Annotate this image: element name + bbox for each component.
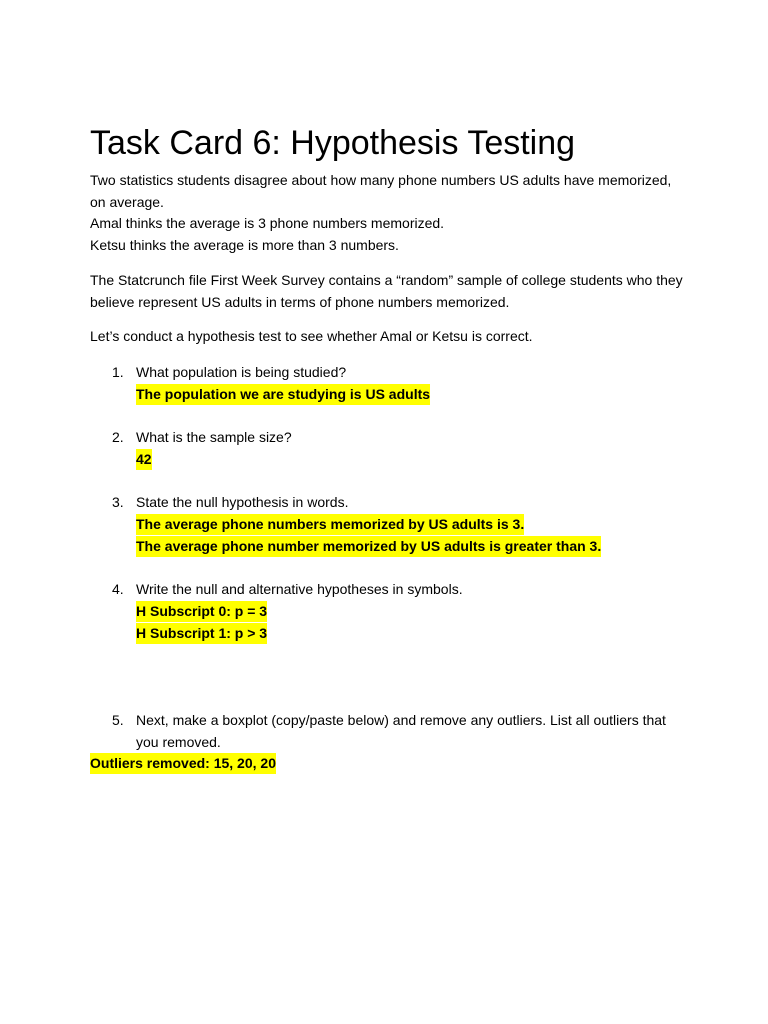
question-text: State the null hypothesis in words. [136, 494, 349, 510]
question-2 [112, 426, 682, 470]
answer-highlight: The population we are studying is US adults [136, 384, 430, 405]
statcrunch-line: believe represent US adults in terms of phone numbers memorized. [90, 293, 510, 310]
question-5 [112, 709, 682, 753]
question-1 [112, 361, 682, 405]
intro-paragraph [90, 170, 690, 256]
outliers-removed [90, 753, 276, 774]
conduct-paragraph: Let’s conduct a hypothesis test to see whether Amal or Ketsu is correct. [90, 328, 533, 344]
intro-line: Two statistics students disagree about how many phone numbers US adults have memorized, [90, 172, 672, 188]
question-number: 2. [112, 429, 124, 445]
question-text: What is the sample size? [136, 429, 292, 445]
answer-highlight: H Subscript 0: p = 3 [136, 601, 267, 622]
intro-line: Amal thinks the average is 3 phone numbers memorized. [90, 215, 445, 231]
answer-highlight: The average phone number memorized by US adults is greater than 3. [136, 536, 601, 557]
statcrunch-line: The Statcrunch file First Week Survey contains a “random” sample of college students who they [90, 272, 683, 288]
answer-highlight: 42 [136, 449, 152, 470]
question-3 [112, 491, 682, 557]
question-4 [112, 578, 682, 644]
question-number: 1. [112, 364, 124, 380]
intro-line: Ketsu thinks the average is more than 3 numbers. [90, 236, 399, 253]
intro-line: on average. [90, 193, 164, 210]
answer-highlight: Outliers removed: 15, 20, 20 [90, 753, 276, 774]
page-title: Task Card 6: Hypothesis Testing [90, 124, 576, 162]
question-number: 4. [112, 581, 124, 597]
answer-highlight: The average phone numbers memorized by US adults is 3. [136, 514, 524, 535]
question-text: Next, make a boxplot (copy/paste below) and remove any outliers. List all outliers that [136, 712, 666, 728]
question-text: Write the null and alternative hypotheses in symbols. [136, 581, 463, 597]
statcrunch-paragraph [90, 270, 690, 313]
answer-highlight: H Subscript 1: p > 3 [136, 623, 267, 644]
question-text: What population is being studied? [136, 364, 347, 380]
question-number: 3. [112, 494, 124, 510]
question-number: 5. [112, 712, 124, 728]
question-text: you removed. [136, 734, 221, 750]
